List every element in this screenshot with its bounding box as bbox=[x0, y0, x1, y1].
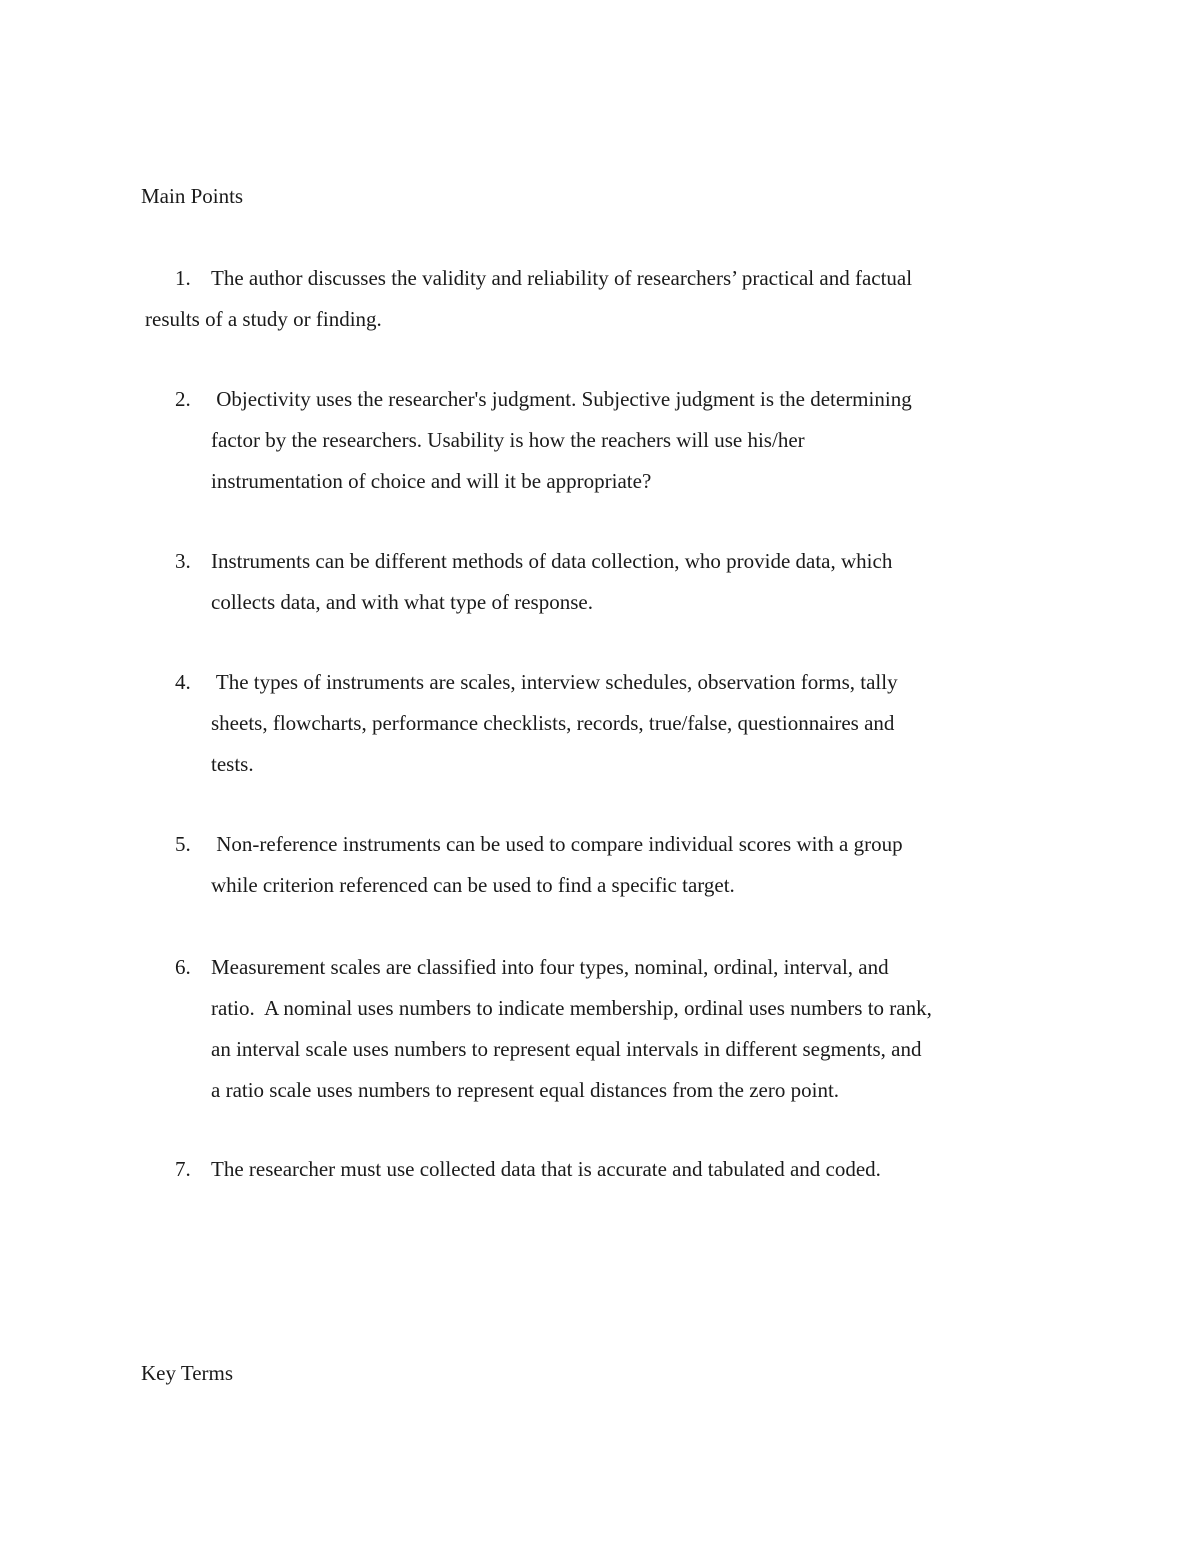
list-item-line: ratio. A nominal uses numbers to indicate membership, ordinal uses numbers to rank, bbox=[211, 996, 932, 1020]
list-item-line: while criterion referenced can be used to find a specific target. bbox=[211, 873, 735, 897]
list-item-number: 4. bbox=[175, 670, 191, 694]
list-item-line: tests. bbox=[211, 752, 254, 776]
list-item-text bbox=[211, 1149, 1051, 1190]
list-item-number: 1. bbox=[175, 266, 191, 290]
list-item-number: 7. bbox=[175, 1157, 191, 1181]
list-item-line: instrumentation of choice and will it be appropriate? bbox=[211, 469, 652, 493]
list-item-text bbox=[211, 947, 1051, 1111]
list-item-text bbox=[211, 379, 1051, 502]
list-item-line: factor by the researchers. Usability is how the reachers will use his/her bbox=[211, 428, 805, 452]
list-item-text bbox=[211, 824, 1051, 906]
list-item-line: Non-reference instruments can be used to compare individual scores with a group bbox=[211, 832, 903, 856]
list-item-line: Objectivity uses the researcher's judgment. Subjective judgment is the determining bbox=[211, 387, 912, 411]
list-item-number: 2. bbox=[175, 387, 191, 411]
list-item-line: Measurement scales are classified into four types, nominal, ordinal, interval, and bbox=[211, 955, 889, 979]
list-item-line: sheets, flowcharts, performance checklists, records, true/false, questionnaires and bbox=[211, 711, 895, 735]
list-item-number: 5. bbox=[175, 832, 191, 856]
list-item-line: The researcher must use collected data that is accurate and tabulated and coded. bbox=[211, 1157, 881, 1181]
list-item-text bbox=[211, 662, 1051, 785]
list-item-line: The author discusses the validity and reliability of researchers’ practical and factual bbox=[211, 266, 913, 290]
list-item-number: 3. bbox=[175, 549, 191, 573]
list-item-line: Instruments can be different methods of data collection, who provide data, which bbox=[211, 549, 893, 573]
list-item-line: The types of instruments are scales, interview schedules, observation forms, tally bbox=[211, 670, 898, 694]
list-item-number: 6. bbox=[175, 955, 191, 979]
list-item-text bbox=[211, 541, 1051, 623]
key-terms-heading: Key Terms bbox=[141, 1361, 234, 1385]
main-points-heading: Main Points bbox=[141, 184, 244, 208]
list-item-text bbox=[145, 258, 1051, 340]
list-item-line: results of a study or finding. bbox=[145, 307, 382, 331]
list-item-line: an interval scale uses numbers to represent equal intervals in different segments, and bbox=[211, 1037, 922, 1061]
list-item-line: a ratio scale uses numbers to represent equal distances from the zero point. bbox=[211, 1078, 840, 1102]
list-item-line: collects data, and with what type of response. bbox=[211, 590, 593, 614]
